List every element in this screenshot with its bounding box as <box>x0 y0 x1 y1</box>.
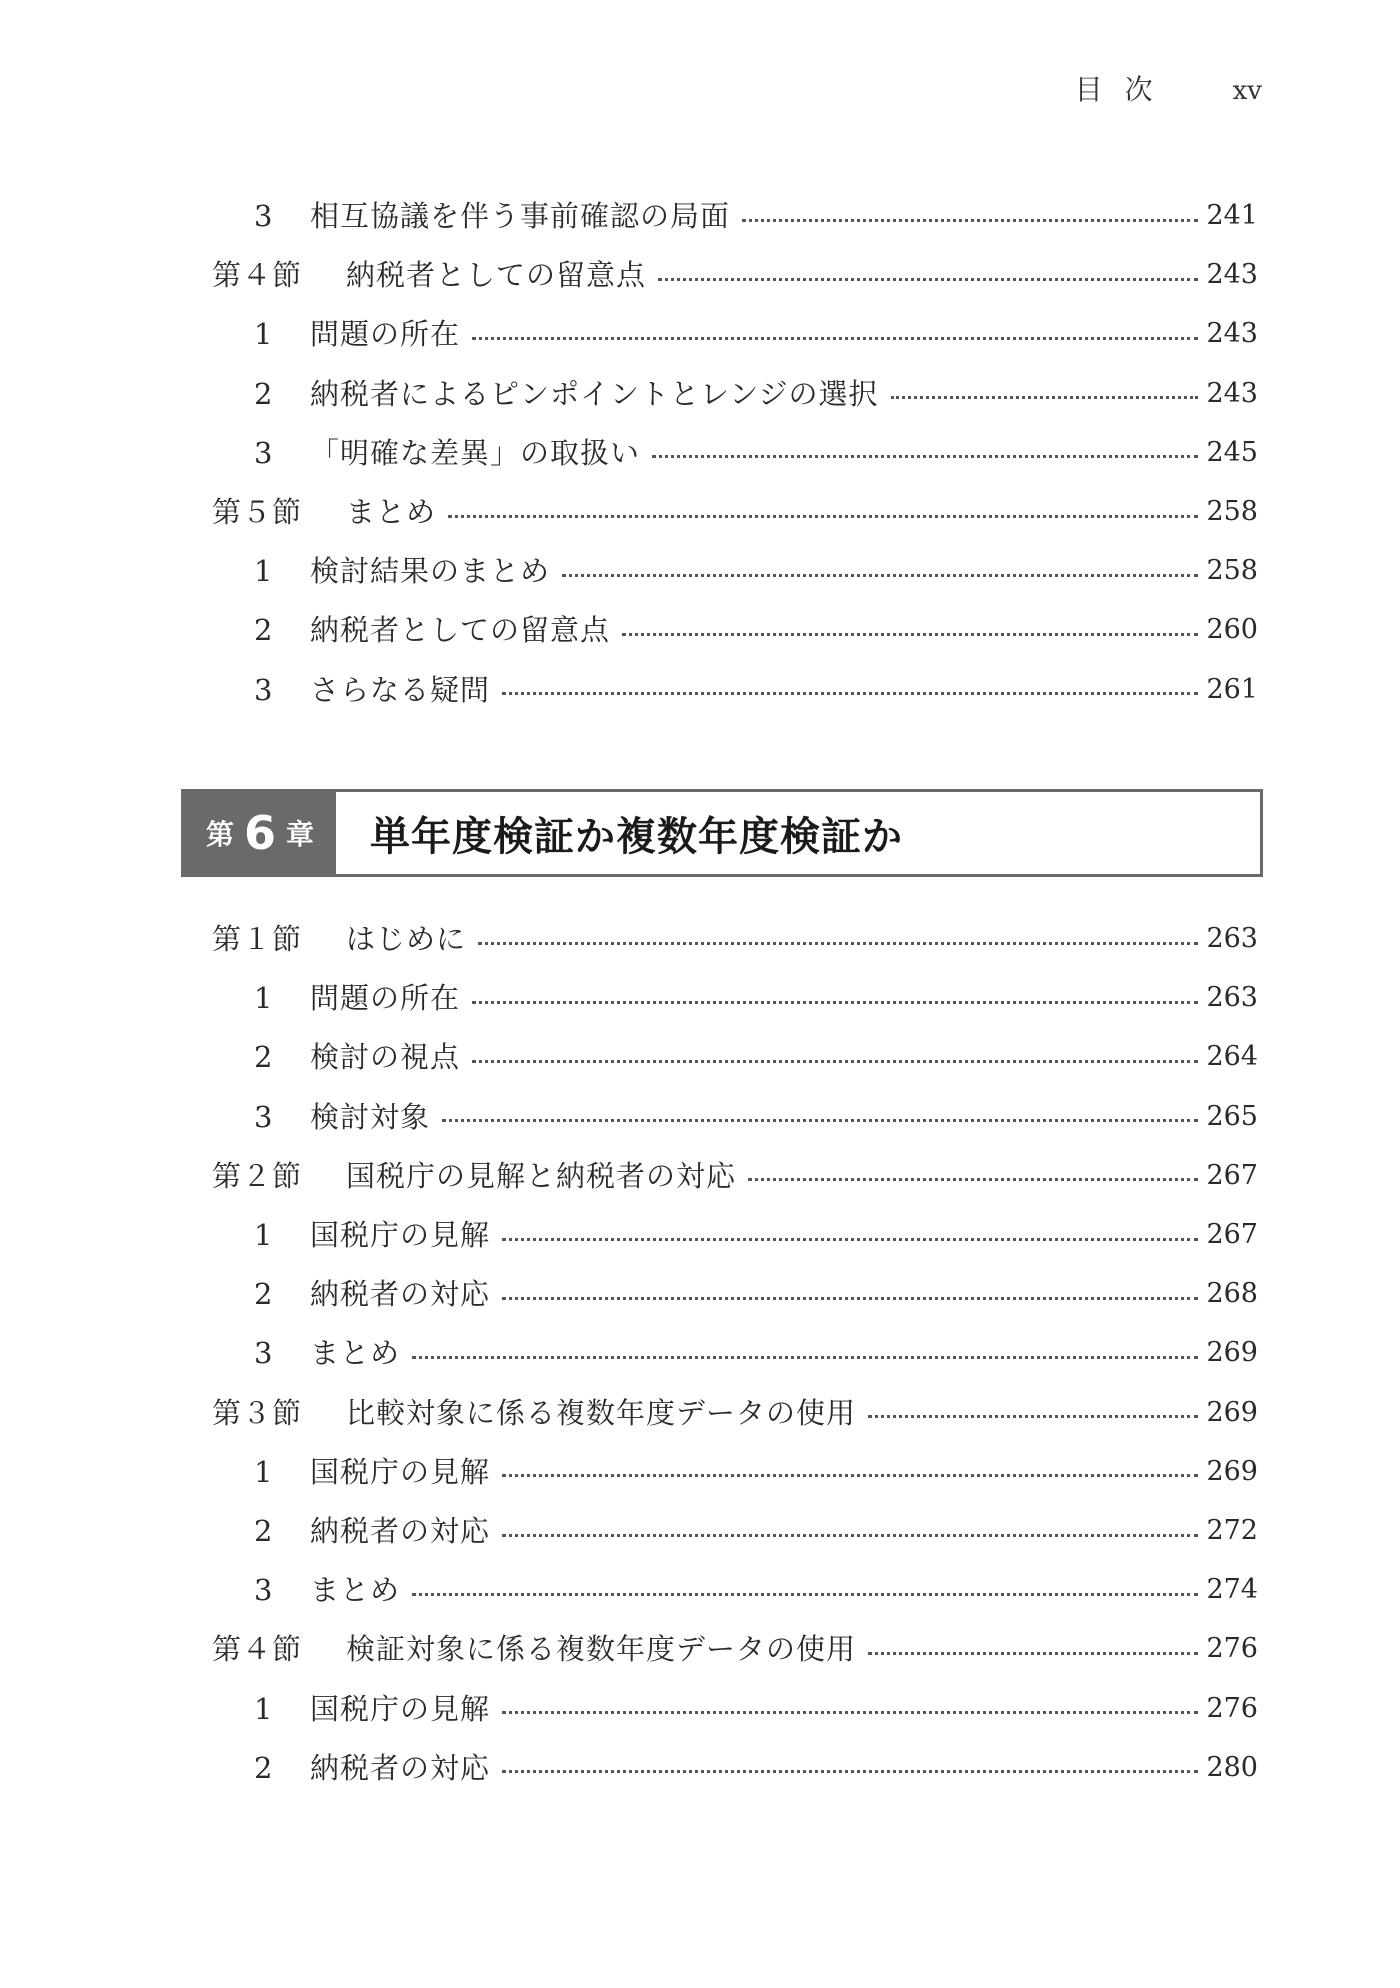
toc-dot-leader <box>502 1474 1198 1477</box>
toc-entry-page: 241 <box>1206 200 1258 231</box>
toc-item-row[interactable] <box>0 551 1400 591</box>
chapter-label <box>184 792 336 874</box>
toc-entry-page: 276 <box>1206 1692 1258 1724</box>
chapter-title: 単年度検証か複数年度検証か <box>370 813 903 860</box>
toc-entry-number: 1 <box>254 1691 273 1726</box>
toc-item-row[interactable] <box>0 1037 1400 1077</box>
toc-dot-leader <box>868 1652 1198 1655</box>
toc-section-row[interactable] <box>0 1629 1400 1669</box>
toc-dot-leader <box>891 396 1199 399</box>
toc-dot-leader <box>502 1297 1198 1300</box>
running-head-title: 目次 <box>1074 73 1175 106</box>
toc-entry-number: 2 <box>254 1277 273 1312</box>
toc-entry-number: 第３節 <box>212 1395 303 1430</box>
toc-entry-title: 納税者によるピンポイントとレンジの選択 <box>310 376 879 411</box>
toc-entry-title: 納税者の対応 <box>310 1750 491 1785</box>
toc-dot-leader <box>502 1534 1198 1537</box>
toc-entry-page: 260 <box>1206 614 1258 646</box>
toc-entry-title: 納税者の対応 <box>310 1277 491 1312</box>
toc-entry-page: 243 <box>1206 318 1258 350</box>
toc-dot-leader <box>748 1178 1198 1181</box>
toc-entry-number: 2 <box>254 1750 273 1785</box>
toc-dot-leader <box>502 1711 1198 1714</box>
toc-item-row[interactable] <box>0 610 1400 650</box>
toc-entry-page: 269 <box>1206 1396 1258 1428</box>
toc-dot-leader <box>562 574 1198 577</box>
toc-entry-title: 問題の所在 <box>310 981 461 1016</box>
toc-entry-page: 263 <box>1206 923 1258 954</box>
chapter-heading <box>181 789 1263 877</box>
toc-item-row[interactable] <box>0 1452 1400 1492</box>
toc-entry-number: 2 <box>254 1514 273 1548</box>
toc-entry-page: 263 <box>1206 982 1258 1014</box>
toc-entry-number: 3 <box>254 435 273 470</box>
toc-entry-title: 検証対象に係る複数年度データの使用 <box>346 1632 857 1667</box>
toc-entry-number: 3 <box>254 1573 273 1608</box>
toc-item-row[interactable] <box>0 196 1400 236</box>
toc-entry-number: 3 <box>254 1336 273 1371</box>
toc-dot-leader <box>502 1238 1198 1241</box>
toc-entry-title: 比較対象に係る複数年度データの使用 <box>346 1395 857 1430</box>
toc-entry-page: 258 <box>1206 496 1258 527</box>
toc-dot-leader <box>502 1770 1198 1773</box>
toc-dot-leader <box>478 942 1198 945</box>
toc-item-row[interactable] <box>0 433 1400 473</box>
toc-item-row[interactable] <box>0 1333 1400 1373</box>
toc-entry-page: 267 <box>1206 1159 1258 1191</box>
toc-entry-title: まとめ <box>310 1573 401 1608</box>
toc-dot-leader <box>742 219 1198 222</box>
toc-entry-title: 国税庁の見解 <box>310 1218 491 1252</box>
toc-dot-leader <box>442 1119 1198 1122</box>
running-head-page-number: xv <box>1232 76 1262 106</box>
toc-section-row[interactable] <box>0 492 1400 532</box>
toc-section-row[interactable] <box>0 1156 1400 1196</box>
toc-entry-title: 問題の所在 <box>310 317 461 352</box>
toc-dot-leader <box>658 278 1198 281</box>
toc-entry-number: 1 <box>254 981 273 1016</box>
toc-entry-title: 納税者の対応 <box>310 1514 491 1548</box>
toc-entry-title: 相互協議を伴う事前確認の局面 <box>310 199 731 233</box>
toc-entry-number: 1 <box>254 554 273 589</box>
running-head <box>1075 68 1262 108</box>
toc-entry-number: 2 <box>254 376 273 411</box>
toc-entry-page: 269 <box>1206 1337 1258 1369</box>
toc-entry-page: 264 <box>1206 1041 1258 1073</box>
toc-entry-title: 納税者としての留意点 <box>310 613 611 648</box>
toc-entry-number: 1 <box>254 1218 273 1252</box>
toc-dot-leader <box>472 337 1198 340</box>
toc-entry-page: 276 <box>1206 1633 1258 1665</box>
toc-dot-leader <box>652 455 1198 458</box>
toc-item-row[interactable] <box>0 1511 1400 1551</box>
toc-entry-page: 268 <box>1206 1278 1258 1310</box>
toc-entry-page: 243 <box>1206 377 1258 409</box>
toc-dot-leader <box>868 1415 1198 1418</box>
toc-entry-number: 3 <box>254 672 273 707</box>
toc-entry-number: 3 <box>254 1099 273 1134</box>
toc-entry-page: 265 <box>1206 1100 1258 1132</box>
toc-entry-title: 国税庁の見解 <box>310 1454 491 1489</box>
toc-item-row[interactable] <box>0 1215 1400 1255</box>
toc-entry-number: 第４節 <box>212 258 303 293</box>
toc-dot-leader <box>472 1001 1198 1004</box>
toc-dot-leader <box>622 633 1198 636</box>
toc-entry-title: 検討対象 <box>310 1099 431 1134</box>
toc-section-row[interactable] <box>0 255 1400 295</box>
toc-item-row[interactable] <box>0 1689 1400 1729</box>
toc-entry-number: 3 <box>254 199 273 233</box>
toc-entry-number: 第２節 <box>212 1158 303 1193</box>
toc-entry-title: 検討結果のまとめ <box>310 554 551 589</box>
toc-entry-number: 第５節 <box>212 495 303 529</box>
toc-item-row[interactable] <box>0 374 1400 414</box>
toc-entry-page: 274 <box>1206 1574 1258 1606</box>
toc-entry-title: 検討の視点 <box>310 1040 461 1075</box>
toc-entry-title: まとめ <box>346 495 437 529</box>
toc-section-row[interactable] <box>0 1393 1400 1433</box>
toc-entry-title: 国税庁の見解 <box>310 1691 491 1726</box>
toc-dot-leader <box>448 515 1198 518</box>
toc-item-row[interactable] <box>0 1097 1400 1137</box>
toc-entry-number: 第４節 <box>212 1632 303 1667</box>
toc-item-row[interactable] <box>0 314 1400 354</box>
toc-item-row[interactable] <box>0 978 1400 1018</box>
toc-entry-page: 261 <box>1206 673 1258 705</box>
toc-entry-page: 269 <box>1206 1455 1258 1487</box>
toc-dot-leader <box>472 1060 1198 1063</box>
toc-entry-title: 国税庁の見解と納税者の対応 <box>346 1158 737 1193</box>
toc-entry-page: 267 <box>1206 1219 1258 1250</box>
toc-entry-number: 2 <box>254 1040 273 1075</box>
toc-dot-leader <box>412 1593 1198 1596</box>
toc-dot-leader <box>502 692 1198 695</box>
toc-entry-page: 258 <box>1206 555 1258 587</box>
toc-entry-page: 245 <box>1206 436 1258 468</box>
toc-entry-title: さらなる疑問 <box>310 672 491 707</box>
toc-entry-number: 2 <box>254 613 273 648</box>
toc-dot-leader <box>412 1356 1198 1359</box>
toc-entry-title: 納税者としての留意点 <box>346 258 647 293</box>
toc-entry-title: はじめに <box>346 922 467 956</box>
toc-item-row[interactable] <box>0 1570 1400 1610</box>
toc-entry-title: まとめ <box>310 1336 401 1371</box>
toc-entry-page: 280 <box>1206 1751 1258 1783</box>
toc-entry-number: 第１節 <box>212 922 303 956</box>
toc-entry-title: 「明確な差異」の取扱い <box>310 435 641 470</box>
chapter-label-suffix: 章 <box>286 818 315 851</box>
toc-entry-number: 1 <box>254 317 273 352</box>
toc-entry-page: 272 <box>1206 1515 1258 1546</box>
toc-section-row[interactable] <box>0 919 1400 959</box>
toc-item-row[interactable] <box>0 670 1400 710</box>
toc-item-row[interactable] <box>0 1748 1400 1788</box>
chapter-label-number: 6 <box>243 806 276 860</box>
toc-item-row[interactable] <box>0 1274 1400 1314</box>
toc-entry-page: 243 <box>1206 259 1258 291</box>
toc-entry-number: 1 <box>254 1454 273 1489</box>
chapter-label-prefix: 第 <box>205 818 234 851</box>
